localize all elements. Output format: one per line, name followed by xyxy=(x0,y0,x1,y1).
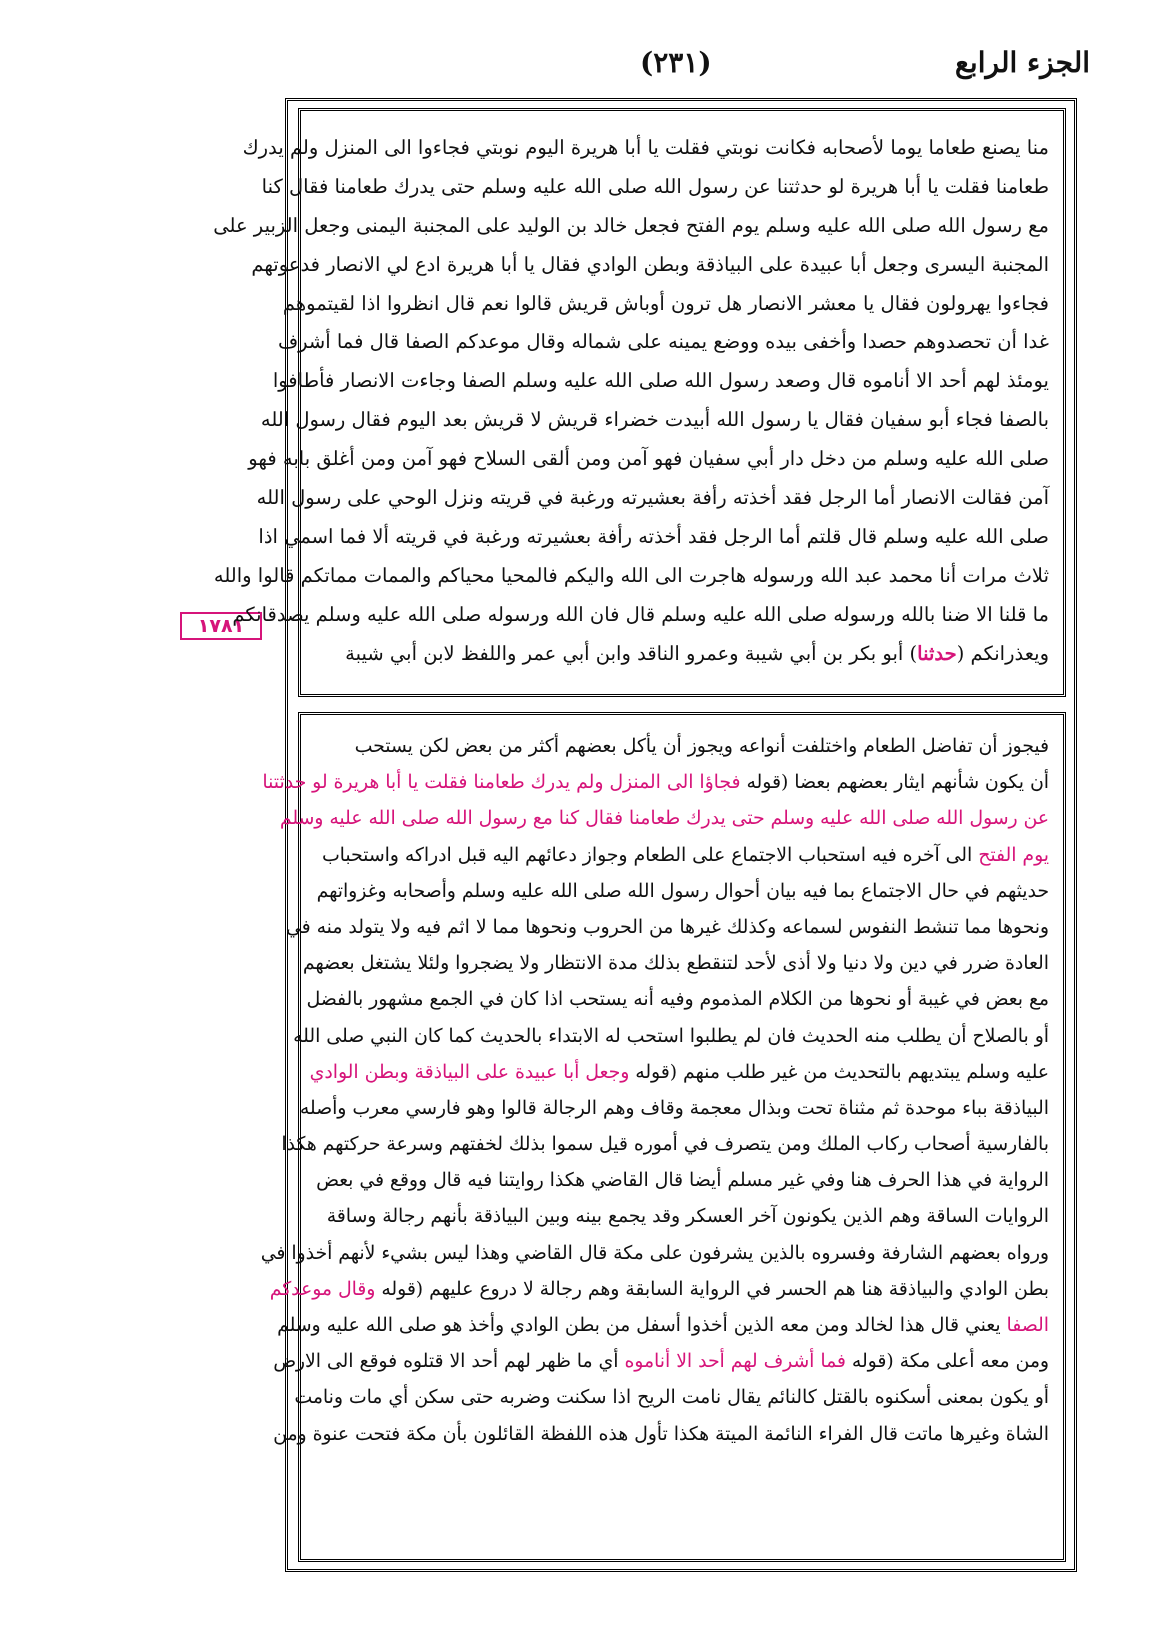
main-text-line: ما قلنا الا ضنا بالله ورسوله صلى الله عليه وسلم قال فان الله ورسوله صلى الله عليه وسلم يصدقانكم xyxy=(232,602,1049,626)
commentary-line xyxy=(262,765,1049,801)
main-text-line: فجاءوا يهرولون فقال يا معشر الانصار هل ترون أوباش قريش قالوا نعم قال انظروا اذا لقيتموهم xyxy=(282,291,1049,315)
main-text-line: المجنبة اليسرى وجعل أبا عبيدة على البياذقة وبطن الوادي فقال يا أبا هريرة ادع لي الانصار فدعوتهم xyxy=(251,252,1049,276)
commentary-line xyxy=(277,1308,1049,1344)
commentary-line xyxy=(294,1380,1049,1416)
quoted-matn: وقال موعدكم xyxy=(269,1278,376,1300)
commentary-segment: أن يكون شأنهم ايثار بعضهم بعضا (قوله xyxy=(740,772,1049,794)
commentary-segment: ومن معه أعلى مكة (قوله xyxy=(845,1351,1049,1373)
main-text-line xyxy=(315,635,1049,674)
quoted-matn: الصفا xyxy=(1006,1315,1049,1336)
commentary-line xyxy=(281,1127,1049,1163)
volume-title: الجزء الرابع xyxy=(955,46,1090,79)
main-text-line: يومئذ لهم أحد الا أناموه قال وصعد رسول الله صلى الله عليه وسلم الصفا وجاءت الانصار فأطافوا xyxy=(272,369,1049,393)
main-text-segment: ) أبو بكر بن أبي شيبة وعمرو الناقد وابن أبي عمر واللفظ لابن أبي شيبة xyxy=(345,641,918,665)
commentary-line xyxy=(306,982,1049,1018)
commentary-segment: بطن الوادي والبياذقة هنا هم الحسر في الرواية السابقة وهم رجالة لا دروع عليهم (قوله xyxy=(375,1278,1049,1300)
main-text-line: طعامنا فقلت يا أبا هريرة لو حدثتنا عن رسول الله صلى الله عليه وسلم حتى يدرك طعامنا فقال كنا xyxy=(261,174,1049,198)
commentary-line xyxy=(279,801,1049,837)
commentary-segment: عليه وسلم يبتديهم بالتحديث من غير طلب منهم (قوله xyxy=(629,1061,1049,1083)
commentary-segment: أو بالصلاح أن يطلب منه الحديث فان لم يطلبوا استحب له الابتداء بالحديث كما كان النبي صلى الله xyxy=(293,1025,1049,1047)
main-text-line: مع رسول الله صلى الله عليه وسلم يوم الفتح فجعل خالد بن الوليد على المجنبة اليمنى وجعل الزبير على xyxy=(213,213,1049,237)
main-text-segment: ويعذرانكم ( xyxy=(956,641,1049,665)
quoted-matn: فما أشرف لهم أحد الا أناموه xyxy=(624,1351,846,1373)
commentary-line xyxy=(269,1272,1049,1308)
quoted-matn: وجعل أبا عبيدة على البياذقة وبطن الوادي xyxy=(309,1061,630,1083)
commentary-line xyxy=(302,946,1049,982)
main-text-line: صلى الله عليه وسلم من دخل دار أبي سفيان فهو آمن ومن ألقى السلاح فهو آمن ومن أغلق بابه فهو xyxy=(248,447,1049,471)
commentary-segment: أي ما ظهر لهم أحد الا قتلوه فوقع الى الارض xyxy=(273,1351,625,1373)
commentary-text xyxy=(260,729,1049,1453)
page-number: (٢٣١) xyxy=(640,46,712,79)
commentary-segment: الشاة وغيرها ماتت قال الفراء النائمة الميتة هكذا تأول هذه اللفظة القائلون بأن مكة فتحت عنوة ومن xyxy=(273,1423,1049,1445)
main-text-line: آمن فقالت الانصار أما الرجل فقد أخذته رأفة بعشيرته ورغبة في قريته ونزل الوحي على رسول الله xyxy=(256,486,1049,510)
main-text-line: منا يصنع طعاما يوما لأصحابه فكانت نوبتي فقلت يا أبا هريرة اليوم نوبتي فجاءوا الى المنزل ولم يدرك xyxy=(242,136,1049,159)
quoted-matn: عن رسول الله صلى الله عليه وسلم حتى يدرك طعامنا فقال كنا مع رسول الله صلى الله عليه وسلم xyxy=(279,808,1049,830)
quoted-matn: يوم الفتح xyxy=(978,844,1049,866)
commentary-segment: أو يكون بمعنى أسكنوه بالقتل كالنائم يقال نامت الريح اذا سكنت وضربه حتى سكن أي مات ونامت xyxy=(294,1387,1049,1409)
commentary-box xyxy=(260,712,1066,1562)
commentary-segment: بالفارسية أصحاب ركاب الملك ومن يتصرف في أموره قيل سموا بذلك لخفتهم وسرعة حركتهم هكذا xyxy=(281,1134,1049,1156)
commentary-line xyxy=(273,1417,1049,1453)
main-text-line: بالصفا فجاء أبو سفيان فقال يا رسول الله أبيدت خضراء قريش لا قريش بعد اليوم فقال رسول الله xyxy=(260,408,1049,432)
commentary-segment: ونحوها مما تنشط النفوس لسماعه وكذلك غيرها من الحروب ونحوها مما لا اثم فيه ولا يتولد منه في xyxy=(285,916,1049,938)
haddathana-label: حدثنا xyxy=(917,641,957,665)
commentary-segment: يعني قال هذا لخالد ومن معه الذين أخذوا أسفل من بطن الوادي وأخذ هو صلى الله عليه وسلم xyxy=(277,1315,1007,1336)
quoted-matn: فجاؤا الى المنزل ولم يدرك طعامنا فقلت يا أبا هريرة لو حدثتنا xyxy=(262,772,741,794)
main-text-line: غدا أن تحصدوهم حصدا وأخفى بيده ووضع يمينه على شماله وقال موعدكم الصفا قال فما أشرف xyxy=(277,330,1049,354)
commentary-segment: ورواه بعضهم الشارفة وفسروه بالذين يشرفون على مكة قال القاضي وهذا ليس بشيء لأنهم أخذوا في xyxy=(260,1242,1049,1264)
commentary-segment: العادة ضرر في دين ولا دنيا ولا أذى لأحد لتنقطع بذلك مدة الانتظار ولا يضجروا ولئلا يشتغل بعضهم xyxy=(302,953,1049,975)
commentary-line xyxy=(293,1019,1049,1055)
commentary-line xyxy=(273,1344,1049,1380)
commentary-line xyxy=(260,1236,1049,1272)
commentary-line xyxy=(299,1091,1049,1127)
commentary-line xyxy=(315,1199,1049,1235)
commentary-line xyxy=(315,838,1049,874)
commentary-segment: البياذقة بباء موحدة ثم مثناة تحت وبذال معجمة وقاف وهم الرجالة قالوا وهو فارسي معرب وأصله xyxy=(299,1097,1049,1119)
commentary-line xyxy=(315,874,1049,910)
hadith-number-badge: ١٧٨١ xyxy=(180,612,262,640)
commentary-line xyxy=(309,1055,1049,1091)
commentary-segment: الروايات الساقة وهم الذين يكونون آخر العسكر وقد يجمع بينه وبين البياذقة بأنهم رجالة وساقة xyxy=(326,1206,1049,1228)
main-text-line: صلى الله عليه وسلم قال قلتم أما الرجل فقد أخذته رأفة بعشيرته ورغبة في قريته ألا فما اسمي اذا xyxy=(258,524,1049,548)
commentary-segment: الى آخره فيه استحباب الاجتماع على الطعام وجواز دعائهم اليه قبل ادراكه واستحباب xyxy=(321,844,979,866)
commentary-line xyxy=(285,910,1049,946)
commentary-segment: فيجوز أن تفاضل الطعام واختلفت أنواعه ويجوز أن يأكل بعضهم أكثر من بعض لكن يستحب xyxy=(354,736,1049,757)
commentary-segment: مع بعض في غيبة أو نحوها من الكلام المذموم وفيه أنه يستحب اذا كان في الجمع مشهور بالفضل xyxy=(306,989,1049,1011)
commentary-line xyxy=(315,729,1049,765)
page-header xyxy=(285,46,1090,96)
commentary-segment: الرواية في هذا الحرف هنا وفي غير مسلم أيضا قال القاضي هكذا روايتنا فيه قال ووقع في بعض xyxy=(316,1170,1049,1192)
main-text-line: ثلاث مرات أنا محمد عبد الله ورسوله هاجرت الى الله واليكم فالمحيا محياكم والممات مماتكم قالوا والله xyxy=(213,563,1049,587)
commentary-line xyxy=(315,1163,1049,1199)
commentary-segment: حديثهم في حال الاجتماع بما فيه بيان أحوال رسول الله صلى الله عليه وسلم وأصحابه وغزواتهم xyxy=(316,880,1049,902)
